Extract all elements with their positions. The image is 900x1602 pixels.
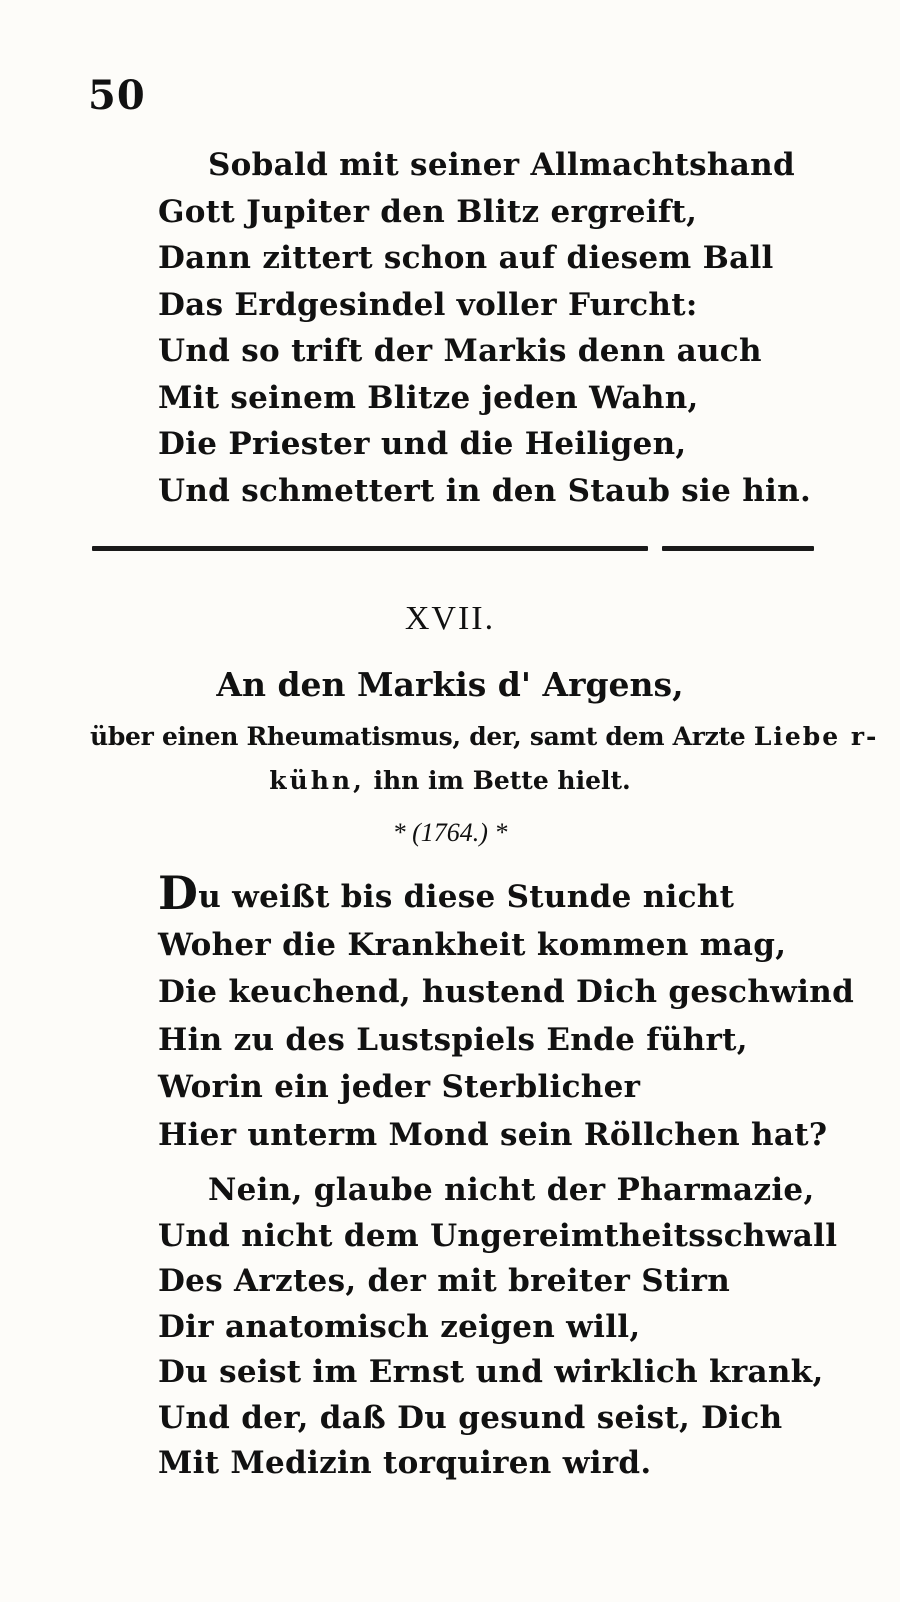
verse-line: Sobald mit seiner Allmachtshand (208, 147, 795, 183)
page-number: 50 (88, 72, 146, 119)
poem-number: XVII. (404, 600, 496, 637)
verse-line: Woher die Krankheit kommen mag, (158, 926, 787, 963)
stanza-1 (158, 142, 811, 514)
verse-line: Dann zittert schon auf diesem Ball (158, 240, 774, 276)
verse-line (158, 866, 854, 922)
subtitle-text: über einen Rheumatismus, der, samt dem Arzte (90, 722, 746, 751)
verse-line: Die Priester und die Heiligen, (158, 426, 687, 462)
verse-line: Die keuchend, hustend Dich geschwind (158, 974, 855, 1010)
verse-line: Du seist im Ernst und wirklich krank, (158, 1354, 824, 1390)
section-divider (662, 546, 814, 551)
verse-line: Worin ein jeder Sterblicher (158, 1069, 641, 1105)
verse-line: Dir anatomisch zeigen will, (158, 1308, 641, 1345)
verse-line: Das Erdgesindel voller Furcht: (158, 286, 698, 323)
poem-date: * (1764.) * (392, 818, 508, 847)
subtitle-name: kühn, (269, 766, 365, 795)
poem-title: An den Markis d' Argens, (216, 665, 684, 704)
verse-line: Nein, glaube nicht der Pharmazie, (208, 1172, 815, 1208)
verse-line: Hin zu des Lustspiels Ende führt, (158, 1021, 748, 1058)
verse-line: Mit seinem Blitze jeden Wahn, (158, 379, 699, 416)
subtitle-text: ihn im Bette hielt. (364, 766, 631, 795)
verse-line: Hier unterm Mond sein Röllchen hat? (158, 1116, 828, 1153)
verse-line: Und so trift der Markis denn auch (158, 333, 762, 369)
verse-line: Mit Medizin torquiren wird. (158, 1445, 652, 1481)
poem-subtitle-line-1 (90, 722, 879, 751)
stanza-3 (158, 1168, 837, 1487)
verse-text: u weißt bis diese Stunde nicht (198, 879, 735, 915)
section-divider (92, 546, 648, 551)
verse-line: Und schmettert in den Staub sie hin. (158, 472, 812, 509)
poem-subtitle-line-2 (0, 766, 900, 795)
verse-line: Gott Jupiter den Blitz ergreift, (158, 193, 698, 230)
drop-cap: D (158, 866, 199, 920)
subtitle-name: Liebe r- (753, 722, 879, 751)
verse-line: Des Arztes, der mit breiter Stirn (158, 1263, 731, 1299)
verse-line: Und der, daß Du gesund seist, Dich (158, 1399, 783, 1436)
verse-line: Und nicht dem Ungereimtheitsschwall (158, 1217, 838, 1254)
stanza-2 (158, 866, 855, 1159)
